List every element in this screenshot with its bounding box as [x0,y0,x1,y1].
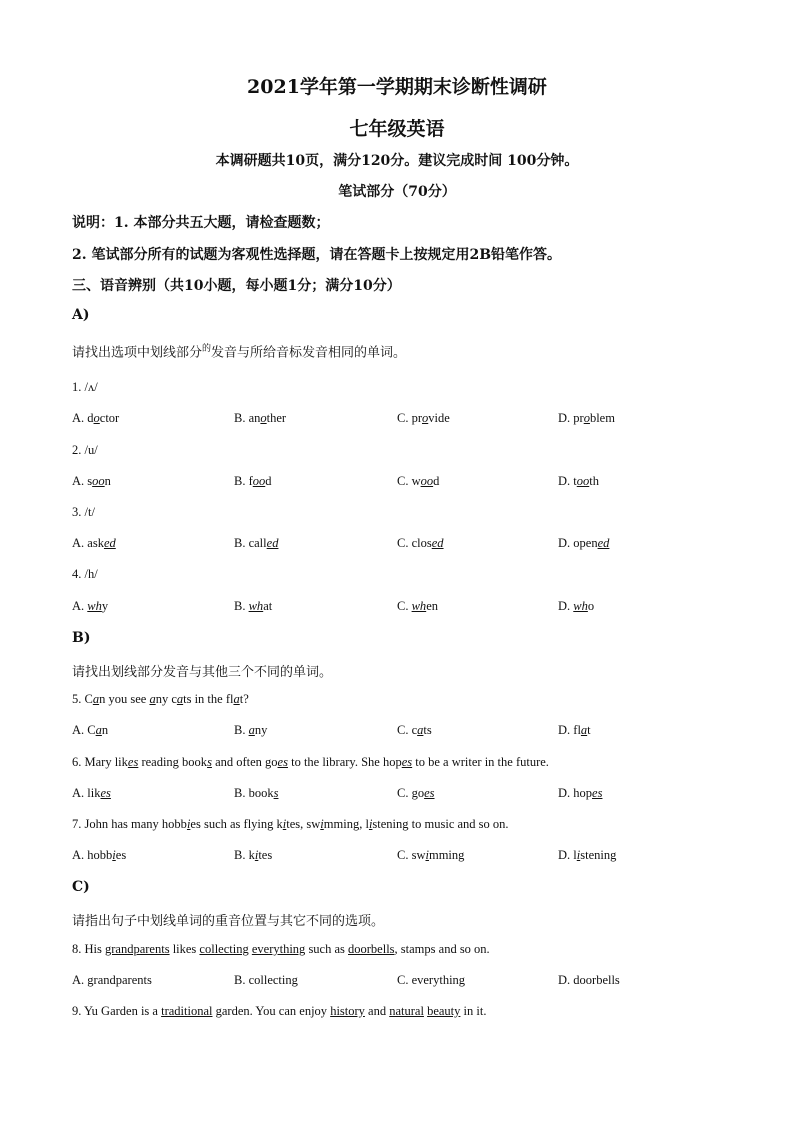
part-a-instruction: 请找出选项中划线部分$^的$发音与所给音标发音相同的单词。 [72,344,407,361]
question-6-stem: 6. Mary likes reading books and often goes to the library. She hopes to be a writer in the future. [72,755,549,769]
question-1-stem: 1. /ʌ/ [72,380,98,394]
note-1: 说明：1. 本部分共五大题，请检查题数； [72,215,330,231]
q2-option-b[interactable]: B. food [234,474,272,488]
q1-option-b[interactable]: B. another [234,411,287,425]
q6-option-a[interactable]: A. likes [72,786,111,800]
q8-option-c[interactable]: C. everything [397,973,466,987]
q2-option-d[interactable]: D. tooth [558,474,599,488]
question-3-stem: 3. /t/ [72,505,95,519]
q4-option-a[interactable]: A. why [72,599,109,613]
q1-option-d[interactable]: D. problem [558,411,615,425]
part-b-label: B) [72,630,91,646]
part-title: 笔试部分（70分） [338,184,456,200]
part-a-label: A) [72,307,90,323]
q8-option-b[interactable]: B. collecting [234,973,298,987]
exam-subtitle: 七年级英语 [349,118,445,140]
question-2-stem: 2. /u/ [72,443,98,457]
part-c-label: C) [72,879,90,895]
q4-option-c[interactable]: C. when [397,599,438,613]
q5-option-a[interactable]: A. Can [72,723,109,737]
q7-option-c[interactable]: C. swimming [397,848,465,862]
question-8-stem: 8. His grandparents likes collecting everything such as doorbells, stamps and so on. [72,942,490,956]
q5-option-d[interactable]: D. flat [558,723,591,737]
q8-option-a[interactable]: A. grandparents [72,973,152,987]
q1-option-c[interactable]: C. provide [397,411,450,425]
q4-option-b[interactable]: B. what [234,599,273,613]
q6-option-c[interactable]: C. goes [397,786,435,800]
q5-option-c[interactable]: C. cats [397,723,432,737]
q4-option-d[interactable]: D. who [558,599,595,613]
question-4-stem: 4. /h/ [72,567,98,581]
q3-option-a[interactable]: A. asked [72,536,116,550]
q7-option-d[interactable]: D. listening [558,848,617,862]
q2-option-a[interactable]: A. soon [72,474,111,488]
question-5-stem: 5. Can you see any cats in the flat? [72,692,249,706]
q5-option-b[interactable]: B. any [234,723,268,737]
exam-info: 本调研题共10页，满分120分。建议完成时间 100分钟。 [215,153,579,169]
q7-option-a[interactable]: A. hobbies [72,848,127,862]
note-2: 2. 笔试部分所有的试题为客观性选择题，请在答题卡上按规定用2B铅笔作答。 [72,247,562,263]
part-b-instruction: 请找出划线部分发音与其他三个不同的单词。 [72,665,333,680]
q3-option-d[interactable]: D. opened [558,536,610,550]
q7-option-b[interactable]: B. kites [234,848,273,862]
q6-option-d[interactable]: D. hopes [558,786,603,800]
q8-option-d[interactable]: D. doorbells [558,973,620,987]
q1-option-a[interactable]: A. doctor [72,411,120,425]
q3-option-c[interactable]: C. closed [397,536,444,550]
question-9-stem: 9. Yu Garden is a traditional garden. You can enjoy history and natural beauty in it. [72,1004,487,1018]
section-title: 三、语音辨别（共10小题，每小题1分；满分10分） [72,278,401,294]
exam-title: 2021学年第一学期期末诊断性调研 [247,76,547,98]
q3-option-b[interactable]: B. called [234,536,279,550]
question-7-stem: 7. John has many hobbies such as flying kites, swimming, listening to music and so on. [72,817,509,831]
part-c-instruction: 请指出句子中划线单词的重音位置与其它不同的选项。 [72,914,385,929]
q6-option-b[interactable]: B. books [234,786,279,800]
q2-option-c[interactable]: C. wood [397,474,440,488]
